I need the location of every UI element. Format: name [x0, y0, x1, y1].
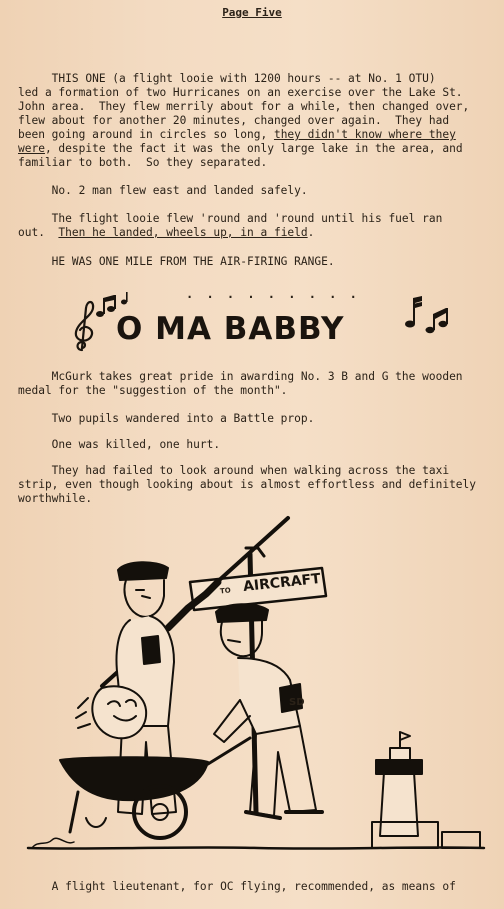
- story1-line7: familiar to both. So they separated.: [18, 156, 268, 169]
- sign-to-label: TO: [219, 586, 232, 596]
- story1-line1: THIS ONE (a flight looie with 1200 hours -- at No. 1 OTU): [18, 72, 436, 85]
- story1-para3-start: out.: [18, 226, 59, 239]
- footer-line: A flight lieutenant, for OC flying, recommended, as means of: [18, 880, 456, 893]
- story1-para4: HE WAS ONE MILE FROM THE AIR-FIRING RANGE.: [18, 255, 335, 268]
- story2-para1-line2: medal for the "suggestion of the month".: [18, 384, 288, 397]
- story2-para4-line1: They had failed to look around when walking across the taxi: [18, 464, 450, 477]
- story2-para3: One was killed, one hurt.: [18, 438, 221, 451]
- story1-underline-a: they didn't know where they: [273, 128, 456, 141]
- story1-line4: flew about for another 20 minutes, changed over again. They had: [18, 114, 450, 127]
- story2-para4-line2: strip, even though looking about is almost effortless and definitely: [18, 478, 477, 491]
- headline: O MA BABBY: [116, 311, 345, 347]
- story2-para1-line1: McGurk takes great pride in awarding No. 3 B and G the wooden: [18, 370, 463, 383]
- story1-para2: No. 2 man flew east and landed safely.: [18, 184, 308, 197]
- story1-para3-line1: The flight looie flew 'round and 'round until his fuel ran: [18, 212, 443, 225]
- cartoon-illustration: [18, 512, 488, 862]
- story1-para3-underline: Then he landed, wheels up, in a field: [58, 226, 308, 239]
- story1-line5-text: been going around in circles so long,: [18, 128, 274, 141]
- aircraft-sign-label: AIRCRAFT: [242, 570, 322, 596]
- story1-para3-line2: [18, 226, 314, 240]
- story1-line6-text: , despite the fact it was the only large lake in the area, and: [44, 142, 463, 155]
- story2-para2: Two pupils wandered into a Battle prop.: [18, 412, 315, 425]
- story2-para4-line3: worthwhile.: [18, 492, 93, 505]
- story1-line3: John area. They flew merrily about for a while, then changed over,: [18, 100, 470, 113]
- story1-line5: [18, 128, 456, 142]
- story1-line2: led a formation of two Hurricanes on an exercise over the Lake St.: [18, 86, 463, 99]
- section-separator: . . . . . . . . .: [186, 287, 360, 301]
- story1-line6: [18, 142, 463, 156]
- music-notes-icon: [402, 294, 452, 334]
- sd-armband-badge: SD: [289, 697, 305, 708]
- story1-underline-b: were: [18, 142, 45, 155]
- page-header: Page Five: [222, 6, 282, 19]
- story1-para3-end: .: [307, 226, 315, 239]
